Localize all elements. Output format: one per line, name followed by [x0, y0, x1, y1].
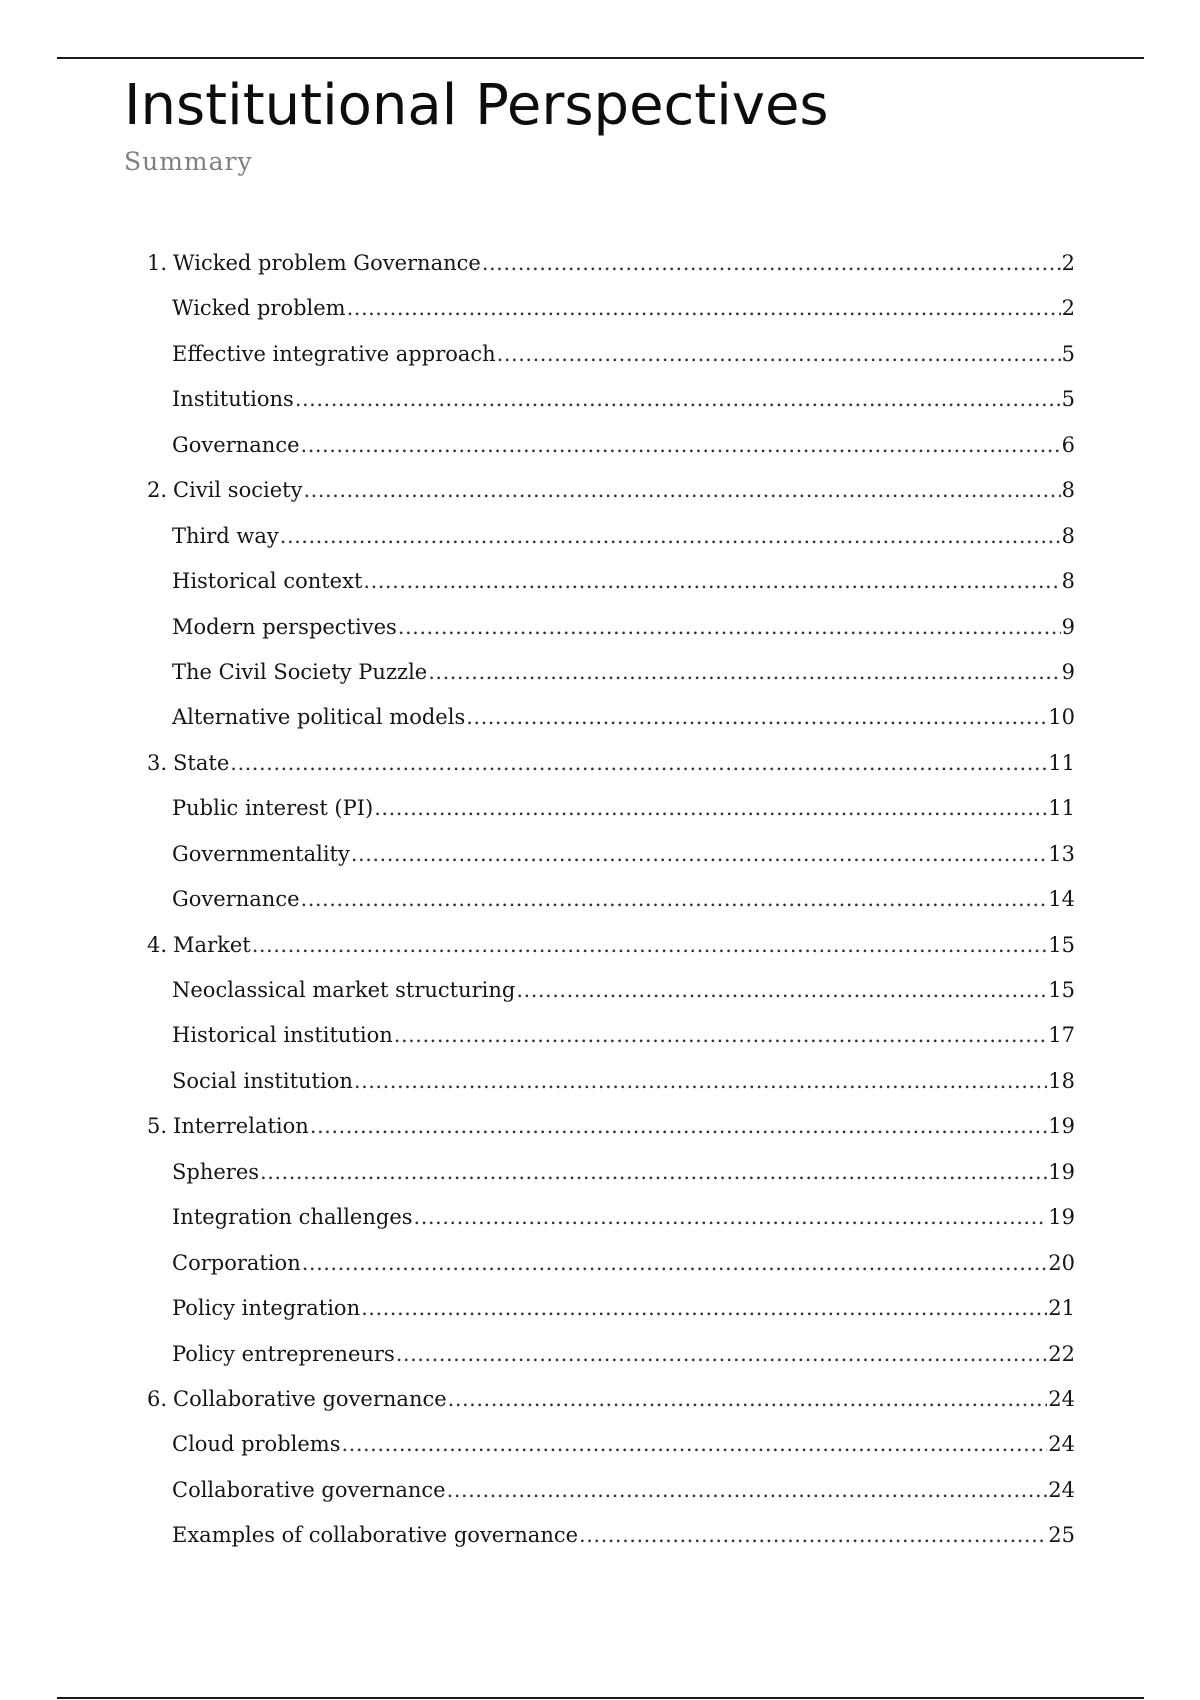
toc-page-number: 9: [1061, 614, 1075, 639]
toc-dot-leader: [497, 339, 1061, 369]
toc-entry-label: Policy entrepreneurs: [172, 1341, 395, 1366]
toc-entry-label: Governance: [172, 887, 300, 912]
toc-section-entry[interactable]: [147, 1293, 1075, 1338]
toc-dot-leader: [482, 248, 1061, 278]
toc-entry-label: Examples of collaborative governance: [172, 1523, 579, 1548]
toc-page-number: 5: [1061, 387, 1075, 412]
toc-page-number: 25: [1048, 1523, 1075, 1548]
toc-entry-number: 6.: [147, 1386, 168, 1411]
toc-entry-label: Third way: [172, 523, 279, 548]
toc-chapter-entry[interactable]: [147, 1111, 1075, 1156]
toc-page-number: 21: [1048, 1296, 1075, 1321]
toc-section-entry[interactable]: [147, 1248, 1075, 1293]
toc-page-number: 18: [1048, 1068, 1075, 1093]
toc-dot-leader: [354, 1066, 1047, 1096]
toc-section-entry[interactable]: [147, 430, 1075, 475]
toc-entry-label: The Civil Society Puzzle: [172, 659, 428, 684]
toc-dot-leader: [516, 975, 1047, 1005]
toc-entry-number: 2.: [147, 478, 168, 503]
toc-page-number: 6: [1061, 432, 1075, 457]
table-of-contents: [147, 248, 1075, 1566]
toc-section-entry[interactable]: [147, 657, 1075, 702]
toc-page-number: 19: [1048, 1159, 1075, 1184]
toc-dot-leader: [579, 1520, 1047, 1550]
toc-dot-leader: [351, 839, 1047, 869]
toc-section-entry[interactable]: [147, 521, 1075, 566]
toc-section-entry[interactable]: [147, 293, 1075, 338]
toc-page-number: 8: [1061, 569, 1075, 594]
toc-entry-label: Historical institution: [172, 1023, 393, 1048]
toc-page-number: 10: [1048, 705, 1075, 730]
toc-chapter-entry[interactable]: [147, 248, 1075, 293]
toc-entry-number: 1.: [147, 251, 168, 275]
toc-entry-label: Interrelation: [173, 1114, 309, 1139]
toc-dot-leader: [301, 430, 1061, 460]
toc-page-number: 15: [1048, 932, 1075, 957]
toc-entry-label: Social institution: [172, 1068, 353, 1093]
toc-entry-label: Wicked problem Governance: [173, 251, 481, 275]
toc-entry-label: Civil society: [173, 478, 303, 503]
top-rule: [57, 57, 1144, 59]
toc-section-entry[interactable]: [147, 793, 1075, 838]
toc-dot-leader: [302, 1248, 1048, 1278]
toc-dot-leader: [303, 475, 1060, 505]
toc-dot-leader: [394, 1020, 1047, 1050]
toc-dot-leader: [260, 1157, 1047, 1187]
toc-page-number: 24: [1048, 1432, 1075, 1457]
toc-section-entry[interactable]: [147, 566, 1075, 611]
toc-page-number: 9: [1061, 659, 1075, 684]
toc-chapter-entry[interactable]: [147, 930, 1075, 975]
toc-chapter-entry[interactable]: [147, 475, 1075, 520]
document-title: Institutional Perspectives: [124, 73, 829, 138]
toc-entry-label: Historical context: [172, 569, 363, 594]
toc-dot-leader: [374, 793, 1047, 823]
toc-section-entry[interactable]: [147, 339, 1075, 384]
toc-page-number: 8: [1061, 523, 1075, 548]
toc-entry-label: Effective integrative approach: [172, 341, 496, 366]
toc-dot-leader: [280, 521, 1061, 551]
toc-section-entry[interactable]: [147, 839, 1075, 884]
toc-dot-leader: [428, 657, 1060, 687]
toc-page-number: 24: [1048, 1386, 1075, 1411]
toc-entry-label: Corporation: [172, 1250, 301, 1275]
toc-page-number: 24: [1048, 1477, 1075, 1502]
toc-page-number: 20: [1048, 1250, 1075, 1275]
toc-section-entry[interactable]: [147, 702, 1075, 747]
toc-section-entry[interactable]: [147, 1429, 1075, 1474]
toc-entry-label: Integration challenges: [172, 1205, 413, 1230]
toc-section-entry[interactable]: [147, 1066, 1075, 1111]
toc-entry-label: Policy integration: [172, 1296, 361, 1321]
toc-page-number: 8: [1061, 478, 1075, 503]
toc-entry-label: Modern perspectives: [172, 614, 397, 639]
toc-entry-label: Alternative political models: [172, 705, 466, 730]
bottom-rule: [57, 1697, 1144, 1699]
toc-section-entry[interactable]: [147, 612, 1075, 657]
toc-dot-leader: [396, 1339, 1048, 1369]
toc-dot-leader: [448, 1384, 1048, 1414]
toc-section-entry[interactable]: [147, 884, 1075, 929]
toc-dot-leader: [310, 1111, 1047, 1141]
toc-page-number: 14: [1048, 887, 1075, 912]
toc-page-number: 22: [1048, 1341, 1075, 1366]
toc-entry-number: 5.: [147, 1114, 168, 1139]
toc-entry-label: Neoclassical market structuring: [172, 978, 516, 1002]
toc-dot-leader: [363, 566, 1060, 596]
toc-page-number: 11: [1048, 796, 1075, 821]
toc-section-entry[interactable]: [147, 1339, 1075, 1384]
toc-entry-label: Public interest (PI): [172, 796, 374, 821]
toc-dot-leader: [398, 612, 1061, 642]
toc-dot-leader: [361, 1293, 1047, 1323]
toc-entry-number: 3.: [147, 750, 168, 775]
toc-entry-label: Collaborative governance: [172, 1477, 446, 1502]
toc-dot-leader: [301, 884, 1048, 914]
toc-page-number: 17: [1048, 1023, 1075, 1048]
toc-dot-leader: [295, 384, 1061, 414]
toc-dot-leader: [252, 930, 1048, 960]
toc-page-number: 15: [1048, 978, 1075, 1002]
toc-entry-label: Market: [173, 932, 251, 957]
toc-chapter-entry[interactable]: [147, 748, 1075, 793]
toc-section-entry[interactable]: [147, 1202, 1075, 1247]
toc-dot-leader: [447, 1475, 1048, 1505]
toc-section-entry[interactable]: [147, 1520, 1075, 1565]
toc-dot-leader: [347, 293, 1061, 323]
toc-entry-label: State: [173, 750, 230, 775]
toc-dot-leader: [414, 1202, 1048, 1232]
toc-chapter-entry[interactable]: [147, 1384, 1075, 1429]
toc-entry-label: Governance: [172, 432, 300, 457]
toc-dot-leader: [230, 748, 1047, 778]
toc-entry-label: Wicked problem: [172, 296, 346, 321]
toc-section-entry[interactable]: [147, 1157, 1075, 1202]
toc-entry-label: Institutions: [172, 387, 294, 412]
toc-entry-label: Collaborative governance: [173, 1386, 447, 1411]
toc-section-entry[interactable]: [147, 384, 1075, 429]
toc-section-entry[interactable]: [147, 1020, 1075, 1065]
toc-section-entry[interactable]: [147, 975, 1075, 1020]
toc-section-entry[interactable]: [147, 1475, 1075, 1520]
toc-entry-label: Governmentality: [172, 841, 350, 866]
toc-page-number: 19: [1048, 1114, 1075, 1139]
toc-page-number: 5: [1061, 341, 1075, 366]
toc-page-number: 19: [1048, 1205, 1075, 1230]
toc-dot-leader: [466, 702, 1047, 732]
toc-entry-label: Spheres: [172, 1159, 260, 1184]
document-subtitle: Summary: [124, 147, 253, 176]
toc-dot-leader: [341, 1429, 1047, 1459]
toc-page-number: 2: [1061, 251, 1075, 275]
toc-entry-label: Cloud problems: [172, 1432, 341, 1457]
toc-entry-number: 4.: [147, 932, 168, 957]
toc-page-number: 2: [1061, 296, 1075, 321]
toc-page-number: 13: [1048, 841, 1075, 866]
toc-page-number: 11: [1048, 750, 1075, 775]
